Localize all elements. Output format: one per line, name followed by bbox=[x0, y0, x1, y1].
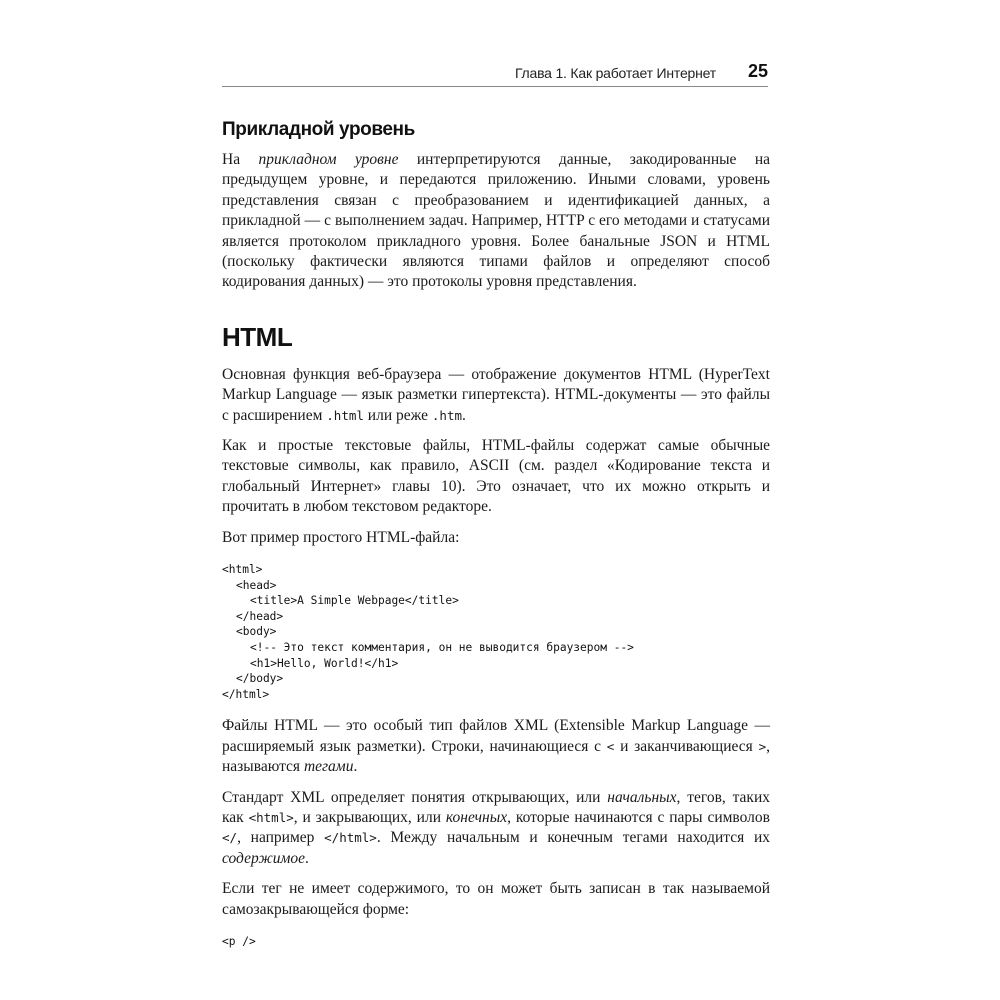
code-block-self-closing: <p /> bbox=[222, 935, 256, 949]
section-heading-html: HTML bbox=[222, 321, 293, 352]
inline-code: <html> bbox=[248, 810, 294, 826]
code-line: </html> bbox=[222, 687, 270, 701]
page-header bbox=[222, 60, 768, 87]
emphasis-term: прикладном уровне bbox=[258, 151, 399, 168]
text-run: Стандарт XML определяет понятия открывающих, или bbox=[222, 788, 608, 806]
inline-code: .html bbox=[326, 407, 364, 423]
inline-code: > bbox=[758, 738, 767, 754]
emphasis-term: содержимое bbox=[222, 849, 306, 867]
text-run: и заканчивающиеся bbox=[614, 737, 759, 755]
inline-code: </ bbox=[222, 830, 238, 846]
paragraph-self-closing: Если тег не имеет содержимого, то он может быть записан в так называемой самозакрывающейся форме: bbox=[222, 880, 770, 918]
paragraph-html-intro bbox=[222, 365, 770, 426]
emphasis-term: тегами bbox=[303, 758, 354, 776]
code-block-html-example bbox=[222, 562, 770, 702]
section-heading-application-layer: Прикладной уровень bbox=[222, 119, 415, 140]
emphasis-term: начальных bbox=[607, 788, 677, 806]
text-run: интерпретируются данные, закодированные на предыдущем уровне, и передаются приложению. Иными словами, уровень представления связан с преобразованием и идентификацией данных, а прикладной — с выполнением задач. Например, HTTP с его методами и статусами является протоколом прикладного уровня. Более банальные JSON и HTML (поскольку фактически являются типами файлов и определяют способ кодирования данных) — это протоколы уровня представления. bbox=[222, 151, 770, 291]
emphasis-term: конечных bbox=[445, 809, 508, 827]
inline-code: < bbox=[606, 738, 615, 754]
code-line: </head> bbox=[236, 609, 284, 623]
inline-code: </html> bbox=[324, 830, 377, 846]
text-run: . bbox=[353, 758, 358, 776]
text-run: На bbox=[222, 151, 259, 168]
paragraph-application-layer bbox=[222, 150, 770, 293]
code-line: <h1>Hello, World!</h1> bbox=[250, 656, 399, 670]
code-line: <title>A Simple Webpage</title> bbox=[250, 594, 459, 608]
text-run: . bbox=[305, 849, 309, 867]
text-run: , которые начинаются с пары символов bbox=[507, 809, 770, 827]
page-content bbox=[222, 118, 770, 964]
paragraph-html-text-files: Как и простые текстовые файлы, HTML-файлы содержат самые обычные текстовые символы, как правило, ASCII (см. раздел «Кодирование текста и глобальный Интернет» главы 10). Это означает, что их можно открыть и прочитать в любом текстовом редакторе. bbox=[222, 437, 770, 516]
text-run: , например bbox=[237, 829, 325, 847]
text-run: Основная функция веб-браузера — отображение документов HTML (HyperText Markup Language — язык разметки гипертекста). HTML-документы — это файлы с расширением bbox=[222, 365, 770, 424]
code-line: <html> bbox=[222, 563, 263, 577]
paragraph-html-xml bbox=[222, 716, 770, 777]
text-run: . Между начальным и конечным тегами находится их bbox=[376, 829, 770, 847]
running-head: Глава 1. Как работает Интернет bbox=[514, 65, 716, 81]
text-run: , тегов, таких как bbox=[222, 788, 770, 827]
code-line: <!-- Это текст комментария, он не выводится браузером --> bbox=[250, 641, 634, 655]
text-run: или реже bbox=[363, 406, 432, 424]
page-number: 25 bbox=[747, 61, 768, 81]
text-run: Файлы HTML — это особый тип файлов XML (Extensible Markup Language — расширяемый язык разметки). Строки, начинающиеся с bbox=[222, 717, 770, 755]
inline-code: .htm bbox=[431, 407, 462, 423]
text-run: . bbox=[462, 406, 466, 424]
paragraph-html-example-lead: Вот пример простого HTML-файла: bbox=[222, 528, 460, 546]
paragraph-xml-tags bbox=[222, 788, 770, 870]
text-run: , называются bbox=[222, 737, 770, 776]
code-line: <body> bbox=[236, 625, 277, 639]
code-line: <head> bbox=[236, 578, 277, 592]
code-line: </body> bbox=[236, 672, 284, 686]
text-run: , и закрывающих, или bbox=[293, 809, 446, 827]
